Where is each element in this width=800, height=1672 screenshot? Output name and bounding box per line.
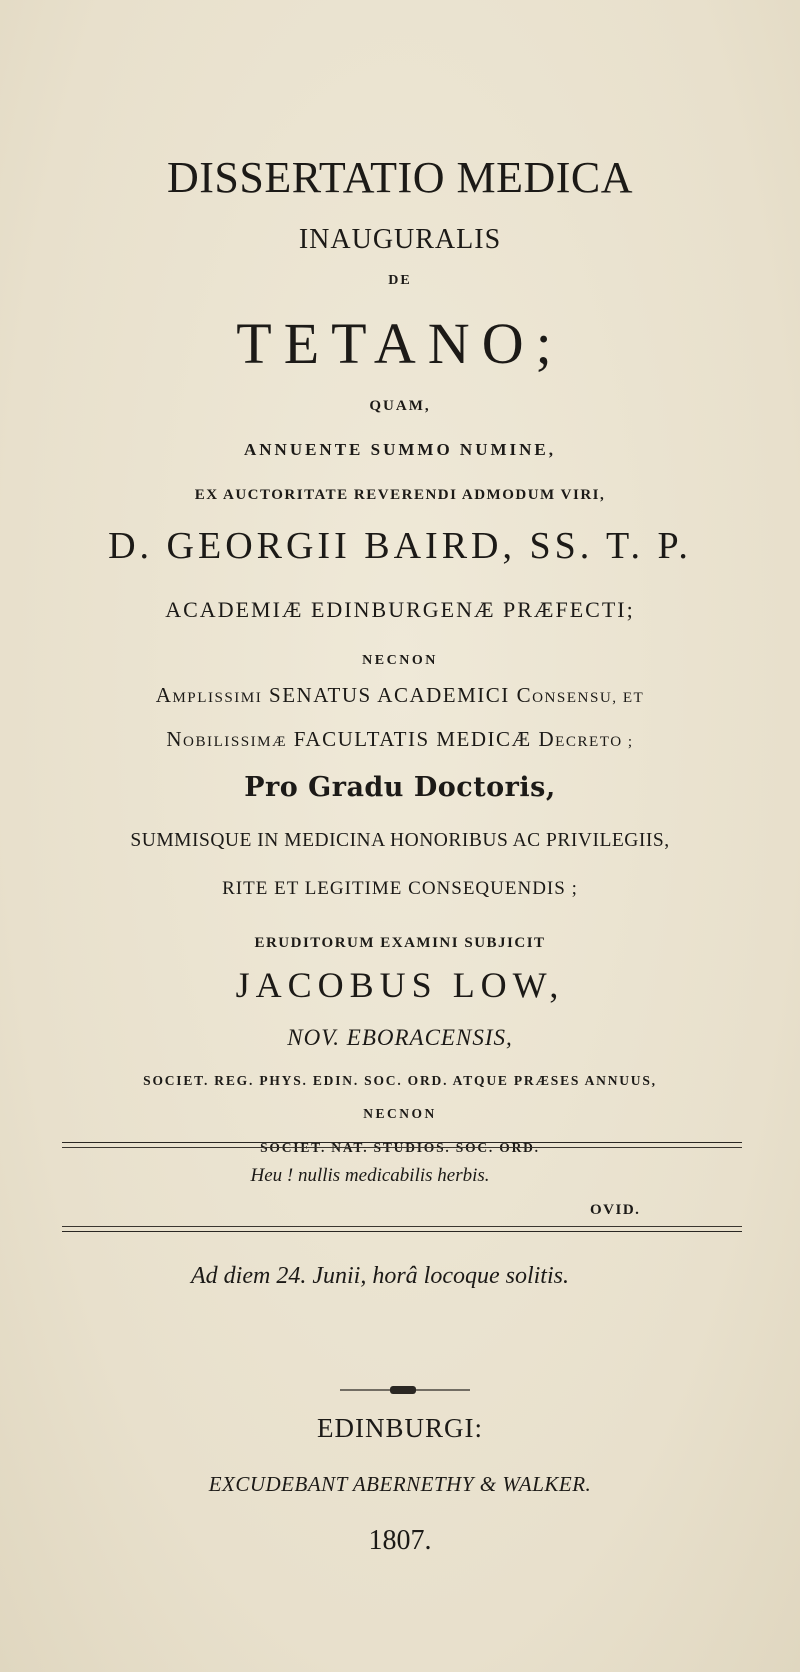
printers-ornament: [340, 1384, 470, 1396]
imprint-city: EDINBURGI:: [317, 1413, 483, 1443]
annuente-line: ANNUENTE SUMMO NUMINE,: [243, 440, 557, 459]
nobilissimae-rest: OBILISSIMÆ: [183, 734, 288, 750]
senatus-line: [0, 683, 800, 708]
upper-rule: [62, 1142, 742, 1143]
de-line: DE: [388, 273, 412, 288]
author-origin: NOV. EBORACENSIS,: [287, 1025, 513, 1050]
academiae-line: ACADEMIÆ EDINBURGENÆ PRÆFECTI;: [165, 597, 635, 622]
summisque-line: SUMMISQUE IN MEDICINA HONORIBUS AC PRIVILEGIIS,: [130, 830, 670, 851]
necnon-line-1: NECNON: [362, 653, 438, 668]
pro-gradu-line: Pro Gradu Doctoris,: [244, 772, 556, 803]
societ-line-2: SOCIET. NAT. STUDIOS. SOC. ORD.: [260, 1140, 540, 1155]
societ-line-1: SOCIET. REG. PHYS. EDIN. SOC. ORD. ATQUE PRÆSES ANNUUS,: [143, 1073, 657, 1088]
title-line-2: INAUGURALIS: [298, 224, 502, 255]
epigraph-quote: Heu ! nullis medicabilis herbis.: [250, 1165, 490, 1186]
lower-rule-inner: [62, 1226, 742, 1227]
lower-rule: [62, 1231, 742, 1232]
decreto-initial: D: [538, 727, 556, 751]
date-line: Ad diem 24. Junii, horâ locoque solitis.: [191, 1263, 569, 1289]
eruditorum-line: ERUDITORUM EXAMINI SUBJICIT: [254, 935, 546, 951]
facultatis-line: [0, 727, 800, 752]
upper-rule-inner: [62, 1147, 742, 1148]
amplissimi-rest: MPLISSIMI: [172, 690, 263, 706]
ornament-center: [390, 1386, 416, 1394]
epigraph-source: OVID.: [590, 1202, 641, 1218]
necnon-line-2: NECNON: [363, 1106, 437, 1121]
amplissimi-initial: A: [155, 683, 173, 707]
subject-title: TETANO;: [236, 311, 564, 376]
quam-line: QUAM,: [369, 398, 431, 414]
senatus-text: SENATUS ACADEMICI: [269, 683, 510, 707]
decreto-rest: ECRETO ;: [555, 734, 634, 750]
imprint-year: 1807.: [368, 1525, 432, 1556]
nobilissimae-initial: N: [166, 727, 184, 751]
viri-name: D. GEORGII BAIRD, SS. T. P.: [108, 525, 692, 567]
title-line-1: DISSERTATIO MEDICA: [166, 153, 634, 202]
consensu-initial: C: [516, 683, 533, 707]
imprint-printers: EXCUDEBANT ABERNETHY & WALKER.: [208, 1472, 592, 1496]
consensu-rest: ONSENSU, ET: [532, 690, 645, 706]
rite-line: RITE ET LEGITIME CONSEQUENDIS ;: [222, 878, 578, 899]
facultatis-text: FACULTATIS MEDICÆ: [293, 727, 532, 751]
auctoritate-line: EX AUCTORITATE REVERENDI ADMODUM VIRI,: [194, 487, 606, 503]
author-name: JACOBUS LOW,: [235, 965, 565, 1005]
